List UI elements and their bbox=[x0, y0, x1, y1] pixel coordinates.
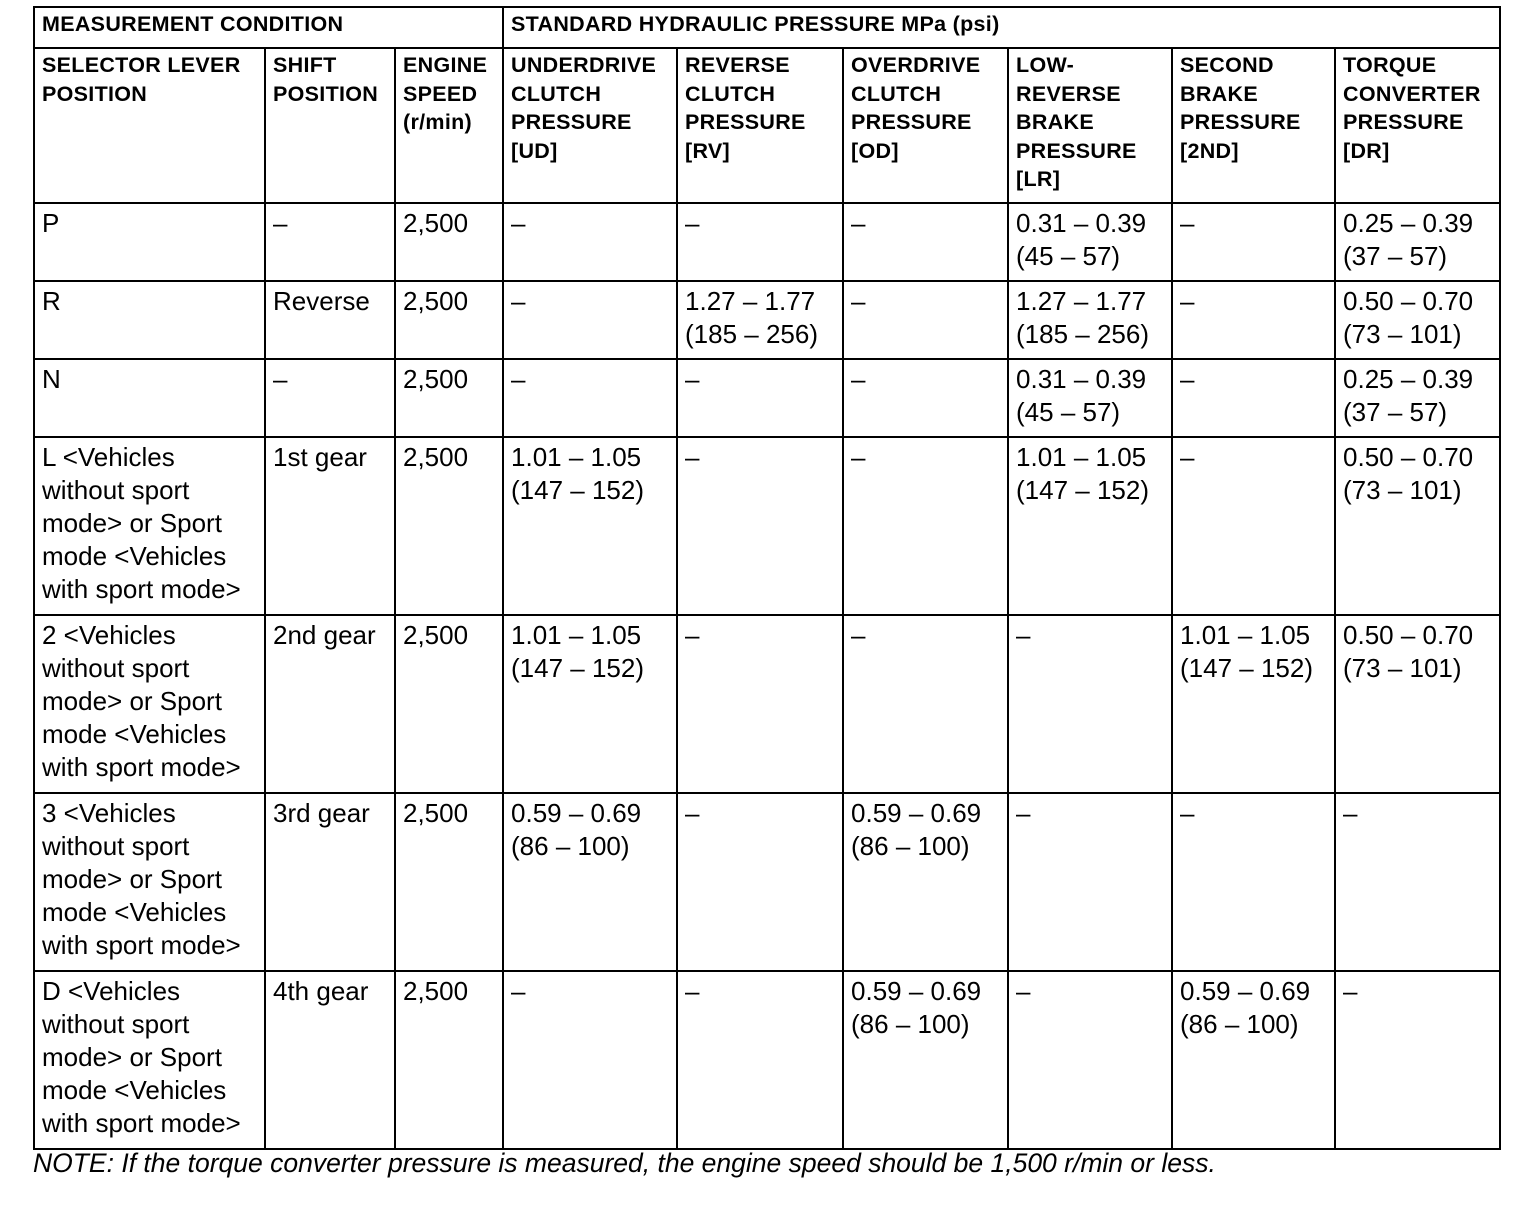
pressure-value: – bbox=[851, 442, 866, 472]
table-row bbox=[34, 281, 1500, 359]
pressure-value: (73 – 101) bbox=[1343, 319, 1462, 349]
pressure-value: 0.25 – 0.39 bbox=[1343, 364, 1474, 394]
pressure-value: 1.01 – 1.05 bbox=[511, 620, 642, 650]
pressure-value: – bbox=[1343, 798, 1358, 828]
pressure-value: (73 – 101) bbox=[1343, 653, 1462, 683]
pressure-value: – bbox=[851, 364, 866, 394]
selector-position-cell bbox=[34, 793, 265, 971]
engine-speed-cell bbox=[395, 203, 503, 281]
shift-position-cell bbox=[265, 437, 395, 615]
pressure-cell-reverse-clutch-pressure bbox=[677, 793, 843, 971]
selector-position-cell bbox=[34, 203, 265, 281]
pressure-value: – bbox=[511, 208, 526, 238]
engine-speed-cell bbox=[395, 359, 503, 437]
pressure-cell-underdrive-clutch-pressure bbox=[503, 793, 677, 971]
pressure-value: – bbox=[1016, 976, 1031, 1006]
selector-position-cell bbox=[34, 615, 265, 793]
col-header-line: [2ND] bbox=[1180, 138, 1239, 163]
pressure-value: – bbox=[685, 798, 700, 828]
col-header-line: BRAKE bbox=[1016, 110, 1094, 134]
col-header-line: [LR] bbox=[1016, 167, 1061, 191]
pressure-cell-overdrive-clutch-pressure bbox=[843, 203, 1008, 281]
col-header-line: CLUTCH bbox=[851, 81, 942, 106]
pressure-cell-overdrive-clutch-pressure bbox=[843, 793, 1008, 971]
pressure-cell-overdrive-clutch-pressure bbox=[843, 359, 1008, 437]
pressure-value: 0.59 – 0.69 bbox=[851, 976, 982, 1006]
shift-position-cell-text: 4th gear bbox=[273, 976, 369, 1006]
shift-position-cell-text: 1st gear bbox=[273, 442, 367, 472]
pressure-value: (86 – 100) bbox=[851, 1009, 970, 1039]
col-header-line: POSITION bbox=[42, 81, 148, 106]
pressure-cell-second-brake-pressure bbox=[1172, 203, 1335, 281]
pressure-value: 0.50 – 0.70 bbox=[1343, 620, 1474, 650]
pressure-value: – bbox=[511, 976, 526, 1006]
col-header-line: POSITION bbox=[273, 81, 379, 106]
pressure-cell-underdrive-clutch-pressure bbox=[503, 971, 677, 1149]
pressure-cell-second-brake-pressure bbox=[1172, 615, 1335, 793]
col-header-line: REVERSE bbox=[1016, 81, 1121, 106]
table-row bbox=[34, 971, 1500, 1149]
col-header-line: PRESSURE bbox=[1343, 110, 1464, 134]
pressure-value: – bbox=[685, 364, 700, 394]
pressure-cell-reverse-clutch-pressure bbox=[677, 203, 843, 281]
shift-position-cell bbox=[265, 359, 395, 437]
shift-position-cell bbox=[265, 971, 395, 1149]
engine-speed-cell-text: 2,500 bbox=[403, 620, 469, 650]
selector-position-cell bbox=[34, 281, 265, 359]
pressure-value: 1.01 – 1.05 bbox=[1016, 442, 1147, 472]
pressure-value: 1.27 – 1.77 bbox=[685, 286, 816, 316]
pressure-cell-overdrive-clutch-pressure bbox=[843, 281, 1008, 359]
col-header-line: PRESSURE bbox=[685, 110, 806, 134]
engine-speed-cell bbox=[395, 437, 503, 615]
pressure-value: 0.59 – 0.69 bbox=[1180, 976, 1311, 1006]
pressure-value: – bbox=[685, 976, 700, 1006]
column-header-row bbox=[34, 48, 1500, 203]
pressure-cell-underdrive-clutch-pressure bbox=[503, 281, 677, 359]
col-header-line: [OD] bbox=[851, 138, 899, 163]
pressure-value: (37 – 57) bbox=[1343, 241, 1448, 271]
pressure-value: (147 – 152) bbox=[511, 475, 644, 505]
pressure-value: 0.31 – 0.39 bbox=[1016, 364, 1147, 394]
shift-position-cell-text: Reverse bbox=[273, 286, 370, 316]
pressure-value: (86 – 100) bbox=[1180, 1009, 1299, 1039]
shift-position-cell-text: 2nd gear bbox=[273, 620, 376, 650]
pressure-cell-underdrive-clutch-pressure bbox=[503, 615, 677, 793]
table-row bbox=[34, 359, 1500, 437]
col-header-line: TORQUE bbox=[1343, 53, 1437, 77]
engine-speed-cell-text: 2,500 bbox=[403, 208, 469, 238]
pressure-value: (37 – 57) bbox=[1343, 397, 1448, 427]
pressure-cell-underdrive-clutch-pressure bbox=[503, 359, 677, 437]
pressure-value: (45 – 57) bbox=[1016, 397, 1121, 427]
pressure-value: – bbox=[851, 620, 866, 650]
pressure-cell-reverse-clutch-pressure bbox=[677, 615, 843, 793]
col-header-line: UNDERDRIVE bbox=[511, 53, 657, 77]
pressure-value: – bbox=[851, 286, 866, 316]
pressure-cell-torque-converter-pressure bbox=[1335, 281, 1500, 359]
engine-speed-cell-text: 2,500 bbox=[403, 442, 469, 472]
pressure-value: – bbox=[1180, 364, 1195, 394]
col-header-selector-lever-position bbox=[34, 48, 265, 203]
pressure-cell-second-brake-pressure bbox=[1172, 793, 1335, 971]
pressure-value: 1.01 – 1.05 bbox=[511, 442, 642, 472]
pressure-value: – bbox=[685, 442, 700, 472]
pressure-value: 0.50 – 0.70 bbox=[1343, 286, 1474, 316]
pressure-value: (86 – 100) bbox=[511, 831, 630, 861]
pressure-cell-overdrive-clutch-pressure bbox=[843, 437, 1008, 615]
engine-speed-cell bbox=[395, 793, 503, 971]
standard-pressure-header: STANDARD HYDRAULIC PRESSURE MPa (psi) bbox=[503, 7, 1500, 48]
pressure-value: (147 – 152) bbox=[1180, 653, 1313, 683]
col-header-line: OVERDRIVE bbox=[851, 53, 981, 77]
pressure-value: – bbox=[1343, 976, 1358, 1006]
pressure-value: – bbox=[511, 286, 526, 316]
table-row bbox=[34, 203, 1500, 281]
pressure-value: 0.59 – 0.69 bbox=[851, 798, 982, 828]
engine-speed-cell-text: 2,500 bbox=[403, 364, 469, 394]
col-header-line: PRESSURE bbox=[1180, 110, 1301, 134]
col-header-line: [UD] bbox=[511, 138, 558, 163]
col-header-line: SPEED bbox=[403, 81, 478, 106]
pressure-cell-low-reverse-brake-pressure bbox=[1008, 971, 1172, 1149]
pressure-cell-low-reverse-brake-pressure bbox=[1008, 359, 1172, 437]
pressure-cell-reverse-clutch-pressure bbox=[677, 281, 843, 359]
pressure-cell-torque-converter-pressure bbox=[1335, 203, 1500, 281]
selector-position-cell bbox=[34, 359, 265, 437]
pressure-value: – bbox=[1180, 442, 1195, 472]
table-row bbox=[34, 793, 1500, 971]
col-header-second-brake-pressure bbox=[1172, 48, 1335, 203]
pressure-value: – bbox=[1016, 620, 1031, 650]
col-header-line: LOW- bbox=[1016, 53, 1075, 77]
shift-position-cell bbox=[265, 615, 395, 793]
shift-position-cell bbox=[265, 203, 395, 281]
col-header-line: ENGINE bbox=[403, 53, 488, 77]
col-header-overdrive-clutch-pressure bbox=[843, 48, 1008, 203]
col-header-line: SECOND bbox=[1180, 53, 1274, 77]
pressure-cell-torque-converter-pressure bbox=[1335, 793, 1500, 971]
engine-speed-cell bbox=[395, 615, 503, 793]
group-header-row bbox=[34, 7, 1500, 48]
selector-position-cell-text: N bbox=[42, 364, 61, 394]
engine-speed-cell-text: 2,500 bbox=[403, 286, 469, 316]
pressure-value: – bbox=[685, 208, 700, 238]
pressure-cell-reverse-clutch-pressure bbox=[677, 359, 843, 437]
hydraulic-pressure-table bbox=[33, 6, 1501, 1150]
pressure-cell-second-brake-pressure bbox=[1172, 359, 1335, 437]
pressure-cell-low-reverse-brake-pressure bbox=[1008, 615, 1172, 793]
col-header-reverse-clutch-pressure bbox=[677, 48, 843, 203]
selector-position-cell-text: P bbox=[42, 208, 60, 238]
pressure-value: – bbox=[1180, 286, 1195, 316]
engine-speed-cell bbox=[395, 281, 503, 359]
selector-position-cell bbox=[34, 971, 265, 1149]
table-row bbox=[34, 437, 1500, 615]
selector-position-cell-text: 3 <Vehicles without sport mode> or Sport mode <Vehicles with sport mode> bbox=[42, 798, 241, 960]
pressure-cell-underdrive-clutch-pressure bbox=[503, 437, 677, 615]
col-header-line: SHIFT bbox=[273, 53, 337, 77]
pressure-cell-torque-converter-pressure bbox=[1335, 971, 1500, 1149]
pressure-value: (86 – 100) bbox=[851, 831, 970, 861]
pressure-value: (185 – 256) bbox=[1016, 319, 1149, 349]
col-header-line: [RV] bbox=[685, 138, 731, 163]
engine-speed-cell-text: 2,500 bbox=[403, 976, 469, 1006]
selector-position-cell-text: L <Vehicles without sport mode> or Sport mode <Vehicles with sport mode> bbox=[42, 442, 241, 604]
measurement-condition-header: MEASUREMENT CONDITION bbox=[34, 7, 503, 48]
engine-speed-cell-text: 2,500 bbox=[403, 798, 469, 828]
col-header-line: REVERSE bbox=[685, 53, 790, 77]
pressure-cell-low-reverse-brake-pressure bbox=[1008, 281, 1172, 359]
pressure-cell-overdrive-clutch-pressure bbox=[843, 615, 1008, 793]
pressure-value: (185 – 256) bbox=[685, 319, 818, 349]
pressure-value: – bbox=[685, 620, 700, 650]
pressure-cell-underdrive-clutch-pressure bbox=[503, 203, 677, 281]
pressure-value: – bbox=[851, 208, 866, 238]
pressure-value: 0.59 – 0.69 bbox=[511, 798, 642, 828]
col-header-shift-position bbox=[265, 48, 395, 203]
col-header-engine-speed bbox=[395, 48, 503, 203]
pressure-value: 0.31 – 0.39 bbox=[1016, 208, 1147, 238]
table-body bbox=[34, 203, 1500, 1149]
pressure-value: 1.27 – 1.77 bbox=[1016, 286, 1147, 316]
table-row bbox=[34, 615, 1500, 793]
col-header-line: PRESSURE bbox=[851, 110, 972, 134]
shift-position-cell-text: – bbox=[273, 364, 288, 394]
col-header-line: (r/min) bbox=[403, 110, 472, 134]
pressure-cell-second-brake-pressure bbox=[1172, 437, 1335, 615]
col-header-line: CLUTCH bbox=[511, 81, 602, 106]
pressure-cell-reverse-clutch-pressure bbox=[677, 971, 843, 1149]
pressure-value: 0.25 – 0.39 bbox=[1343, 208, 1474, 238]
pressure-value: (147 – 152) bbox=[511, 653, 644, 683]
pressure-value: 0.50 – 0.70 bbox=[1343, 442, 1474, 472]
col-header-line: [DR] bbox=[1343, 138, 1390, 163]
shift-position-cell-text: 3rd gear bbox=[273, 798, 370, 828]
pressure-value: 1.01 – 1.05 bbox=[1180, 620, 1311, 650]
col-header-line: CLUTCH bbox=[685, 81, 776, 106]
col-header-line: CONVERTER bbox=[1343, 81, 1481, 106]
pressure-value: – bbox=[511, 364, 526, 394]
pressure-value: (147 – 152) bbox=[1016, 475, 1149, 505]
pressure-cell-torque-converter-pressure bbox=[1335, 615, 1500, 793]
pressure-cell-low-reverse-brake-pressure bbox=[1008, 203, 1172, 281]
pressure-value: (73 – 101) bbox=[1343, 475, 1462, 505]
col-header-line: PRESSURE bbox=[511, 110, 632, 134]
selector-position-cell bbox=[34, 437, 265, 615]
shift-position-cell bbox=[265, 281, 395, 359]
pressure-value: (45 – 57) bbox=[1016, 241, 1121, 271]
pressure-cell-low-reverse-brake-pressure bbox=[1008, 437, 1172, 615]
pressure-cell-second-brake-pressure bbox=[1172, 281, 1335, 359]
pressure-cell-low-reverse-brake-pressure bbox=[1008, 793, 1172, 971]
col-header-low-reverse-brake-pressure bbox=[1008, 48, 1172, 203]
col-header-underdrive-clutch-pressure bbox=[503, 48, 677, 203]
pressure-cell-torque-converter-pressure bbox=[1335, 437, 1500, 615]
pressure-cell-second-brake-pressure bbox=[1172, 971, 1335, 1149]
selector-position-cell-text: D <Vehicles without sport mode> or Sport mode <Vehicles with sport mode> bbox=[42, 976, 241, 1138]
pressure-cell-reverse-clutch-pressure bbox=[677, 437, 843, 615]
selector-position-cell-text: 2 <Vehicles without sport mode> or Sport mode <Vehicles with sport mode> bbox=[42, 620, 241, 782]
pressure-value: – bbox=[1180, 798, 1195, 828]
shift-position-cell-text: – bbox=[273, 208, 288, 238]
col-header-line: SELECTOR LEVER bbox=[42, 53, 241, 77]
col-header-torque-converter-pressure bbox=[1335, 48, 1500, 203]
pressure-value: – bbox=[1180, 208, 1195, 238]
pressure-cell-overdrive-clutch-pressure bbox=[843, 971, 1008, 1149]
pressure-value: – bbox=[1016, 798, 1031, 828]
pressure-cell-torque-converter-pressure bbox=[1335, 359, 1500, 437]
col-header-line: BRAKE bbox=[1180, 81, 1258, 106]
selector-position-cell-text: R bbox=[42, 286, 61, 316]
engine-speed-cell bbox=[395, 971, 503, 1149]
shift-position-cell bbox=[265, 793, 395, 971]
col-header-line: PRESSURE bbox=[1016, 138, 1137, 163]
footnote: NOTE: If the torque converter pressure is measured, the engine speed should be 1,500 r/min or less. bbox=[33, 1148, 1216, 1178]
